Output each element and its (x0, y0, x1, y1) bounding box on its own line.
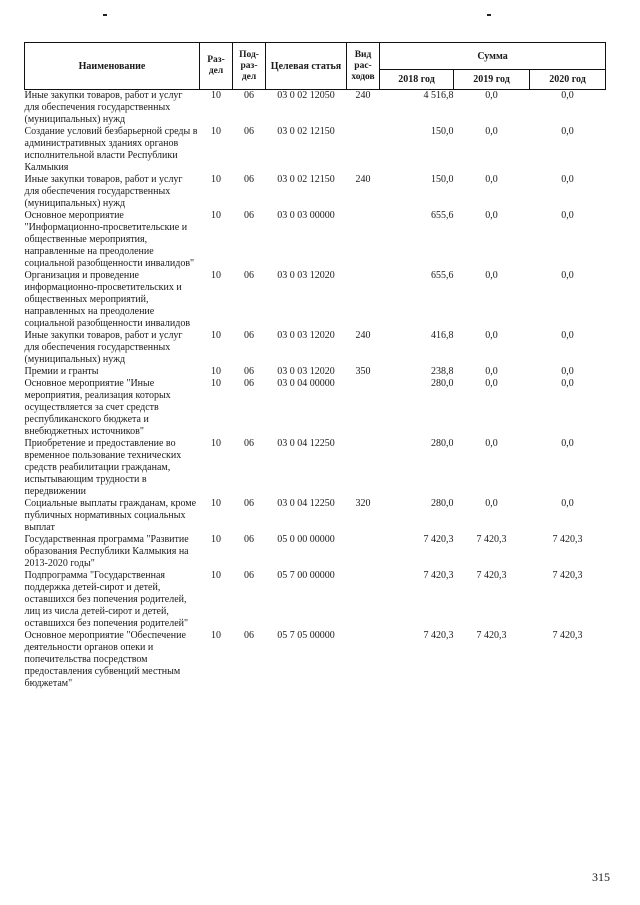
row-name: Иные закупки товаров, работ и услуг для обеспечения государственных (муниципальных) нужд (24, 174, 183, 209)
row-podrazdel: 06 (244, 330, 254, 341)
header-summa: Сумма (380, 43, 606, 70)
row-razdel: 10 (211, 330, 221, 341)
row-vid-rashodov: 320 (355, 498, 371, 509)
row-sum-2019: 0,0 (485, 174, 498, 185)
row-sum-2020: 7 420,3 (552, 534, 583, 545)
row-podrazdel: 06 (244, 210, 254, 221)
row-name: Создание условий безбарьерной среды в административных зданиях органов исполнительной власти Республики Калмыкия (24, 126, 198, 173)
row-celevaya-statya: 03 0 02 12150 (277, 174, 335, 185)
row-celevaya-statya: 03 0 03 12020 (277, 366, 335, 377)
row-sum-2018: 280,0 (431, 378, 454, 389)
row-celevaya-statya: 03 0 04 00000 (277, 378, 335, 389)
row-name: Основное мероприятие "Информационно-просветительские и общественные мероприятия, направленные на преодоление социальной разобщенности инвалидов" (24, 210, 195, 269)
scan-mark-left (103, 14, 107, 16)
row-name: Премии и гранты (24, 366, 99, 377)
row-sum-2020: 0,0 (561, 366, 574, 377)
header-celevaya-statya: Целевая статья (266, 43, 347, 90)
row-sum-2020: 0,0 (561, 210, 574, 221)
row-podrazdel: 06 (244, 570, 254, 581)
row-vid-rashodov (347, 570, 380, 630)
row-celevaya-statya: 03 0 03 00000 (277, 210, 335, 221)
row-name: Государственная программа "Развитие образования Республики Калмыкия на 2013-2020 годы" (24, 534, 189, 569)
row-sum-2020: 7 420,3 (552, 570, 583, 581)
row-sum-2018: 150,0 (431, 174, 454, 185)
row-sum-2019: 7 420,3 (476, 570, 507, 581)
row-podrazdel: 06 (244, 630, 254, 641)
row-sum-2019: 0,0 (485, 330, 498, 341)
table-row (25, 378, 606, 438)
row-sum-2020: 0,0 (561, 498, 574, 509)
row-name: Приобретение и предоставление во временное пользование технических средств реабилитации гражданам, испытывающим трудности в передвижении (24, 438, 182, 497)
table-row (25, 570, 606, 630)
row-podrazdel: 06 (244, 270, 254, 281)
row-sum-2019: 7 420,3 (476, 534, 507, 545)
table-row (25, 330, 606, 366)
row-podrazdel: 06 (244, 438, 254, 449)
table-row (25, 438, 606, 498)
row-sum-2018: 280,0 (431, 498, 454, 509)
budget-table (24, 42, 606, 690)
table-row (25, 210, 606, 270)
table-body (25, 90, 606, 691)
page-number: 315 (592, 870, 610, 884)
row-sum-2019: 0,0 (485, 366, 498, 377)
row-podrazdel: 06 (244, 534, 254, 545)
row-name: Организация и проведение информационно-просветительских и общественных мероприятий, направленных на преодоление социальной разобщенности инвалидов (24, 270, 191, 329)
row-razdel: 10 (211, 174, 221, 185)
row-celevaya-statya: 03 0 02 12050 (277, 90, 335, 101)
row-sum-2019: 0,0 (485, 270, 498, 281)
table-row (25, 630, 606, 690)
row-name: Основное мероприятие "Иные мероприятия, реализация которых осуществляется за счет средств республиканского бюджета и внебюджетных источников" (24, 378, 171, 437)
row-razdel: 10 (211, 498, 221, 509)
row-podrazdel: 06 (244, 90, 254, 101)
row-sum-2018: 655,6 (431, 270, 454, 281)
row-razdel: 10 (211, 210, 221, 221)
row-name: Иные закупки товаров, работ и услуг для обеспечения государственных (муниципальных) нужд (24, 90, 183, 125)
table-row (25, 174, 606, 210)
row-sum-2019: 7 420,3 (476, 630, 507, 641)
row-sum-2020: 7 420,3 (552, 630, 583, 641)
header-razdel: Раз-дел (200, 43, 233, 90)
scan-mark-right (487, 14, 491, 16)
row-vid-rashodov (347, 534, 380, 570)
row-vid-rashodov (347, 126, 380, 174)
row-sum-2019: 0,0 (485, 126, 498, 137)
row-celevaya-statya: 03 0 03 12020 (277, 270, 335, 281)
row-vid-rashodov: 350 (355, 366, 371, 377)
row-sum-2019: 0,0 (485, 210, 498, 221)
row-sum-2019: 0,0 (485, 438, 498, 449)
row-celevaya-statya: 05 7 05 00000 (277, 630, 335, 641)
row-sum-2018: 7 420,3 (423, 630, 454, 641)
table-row (25, 366, 606, 378)
row-podrazdel: 06 (244, 174, 254, 185)
table-row (25, 498, 606, 534)
row-sum-2020: 0,0 (561, 90, 574, 101)
row-sum-2018: 150,0 (431, 126, 454, 137)
row-name: Иные закупки товаров, работ и услуг для обеспечения государственных (муниципальных) нужд (24, 330, 183, 365)
row-sum-2018: 7 420,3 (423, 534, 454, 545)
row-celevaya-statya: 03 0 02 12150 (277, 126, 335, 137)
row-podrazdel: 06 (244, 378, 254, 389)
header-year-2019: 2019 год (454, 70, 530, 90)
header-year-2018: 2018 год (380, 70, 454, 90)
row-vid-rashodov (347, 210, 380, 270)
row-razdel: 10 (211, 270, 221, 281)
row-razdel: 10 (211, 366, 221, 377)
row-vid-rashodov (347, 438, 380, 498)
row-razdel: 10 (211, 534, 221, 545)
row-vid-rashodov (347, 630, 380, 690)
row-razdel: 10 (211, 378, 221, 389)
row-vid-rashodov: 240 (355, 90, 371, 101)
header-vid-rashodov: Вид рас-ходов (347, 43, 380, 90)
row-name: Подпрограмма "Государственная поддержка детей-сирот и детей, оставшихся без попечения родителей, лиц из числа детей-сирот и детей, оставшихся без попечения родителей" (24, 570, 189, 629)
row-sum-2020: 0,0 (561, 270, 574, 281)
row-vid-rashodov (347, 270, 380, 330)
row-sum-2020: 0,0 (561, 378, 574, 389)
row-sum-2020: 0,0 (561, 126, 574, 137)
table-header (25, 43, 606, 90)
row-vid-rashodov: 240 (355, 174, 371, 185)
table-row (25, 90, 606, 127)
row-name: Социальные выплаты гражданам, кроме публичных нормативных социальных выплат (24, 498, 197, 533)
table-row (25, 126, 606, 174)
row-sum-2020: 0,0 (561, 330, 574, 341)
header-name: Наименование (25, 43, 200, 90)
row-razdel: 10 (211, 570, 221, 581)
header-year-2020: 2020 год (530, 70, 606, 90)
row-razdel: 10 (211, 126, 221, 137)
row-podrazdel: 06 (244, 498, 254, 509)
row-sum-2018: 4 516,8 (423, 90, 454, 101)
header-podrazdel: Под-раз-дел (233, 43, 266, 90)
row-vid-rashodov: 240 (355, 330, 371, 341)
row-sum-2018: 416,8 (431, 330, 454, 341)
row-sum-2018: 7 420,3 (423, 570, 454, 581)
row-celevaya-statya: 03 0 03 12020 (277, 330, 335, 341)
row-sum-2018: 655,6 (431, 210, 454, 221)
table-row (25, 270, 606, 330)
row-celevaya-statya: 03 0 04 12250 (277, 438, 335, 449)
row-celevaya-statya: 05 7 00 00000 (277, 570, 335, 581)
row-vid-rashodov (347, 378, 380, 438)
row-razdel: 10 (211, 438, 221, 449)
row-sum-2020: 0,0 (561, 438, 574, 449)
row-razdel: 10 (211, 90, 221, 101)
table-row (25, 534, 606, 570)
row-sum-2018: 238,8 (431, 366, 454, 377)
row-celevaya-statya: 05 0 00 00000 (277, 534, 335, 545)
row-podrazdel: 06 (244, 366, 254, 377)
row-celevaya-statya: 03 0 04 12250 (277, 498, 335, 509)
row-name: Основное мероприятие "Обеспечение деятельности органов опеки и попечительства посредством предоставления субвенций местным бюджетам" (24, 630, 186, 689)
row-razdel: 10 (211, 630, 221, 641)
row-sum-2020: 0,0 (561, 174, 574, 185)
row-sum-2019: 0,0 (485, 378, 498, 389)
row-sum-2019: 0,0 (485, 90, 498, 101)
row-sum-2018: 280,0 (431, 438, 454, 449)
row-sum-2019: 0,0 (485, 498, 498, 509)
row-podrazdel: 06 (244, 126, 254, 137)
